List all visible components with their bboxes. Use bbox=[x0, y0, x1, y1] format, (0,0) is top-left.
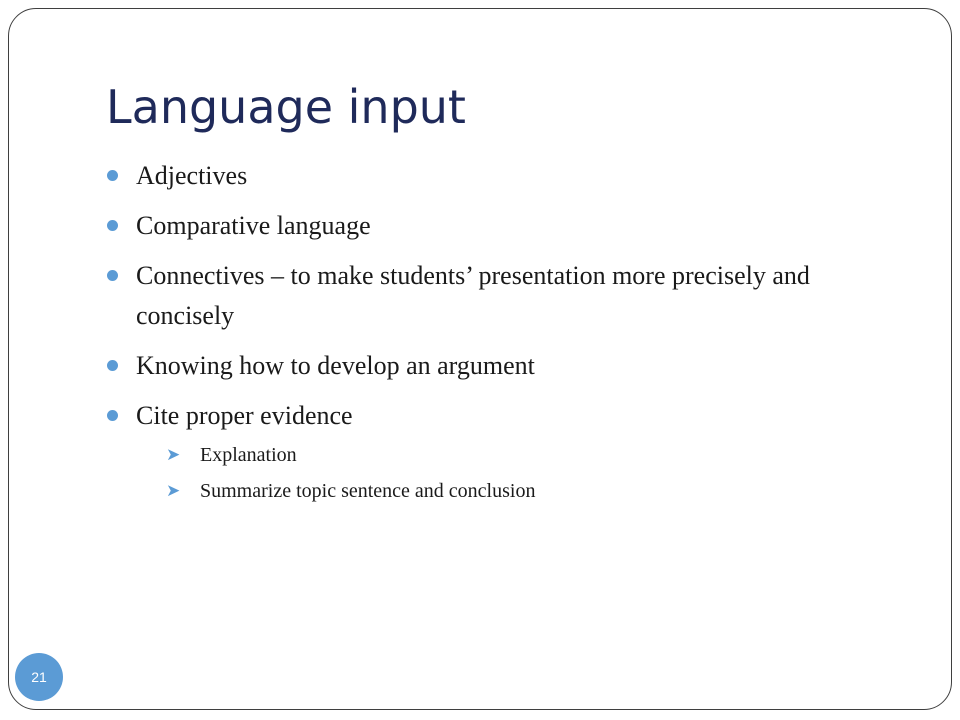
bullet-item bbox=[106, 256, 906, 336]
bullet-item bbox=[106, 206, 906, 246]
sub-bullet-text: Explanation bbox=[200, 444, 297, 466]
bullet-dot-icon bbox=[107, 220, 118, 231]
bullet-list bbox=[106, 156, 906, 516]
bullet-text: Comparative language bbox=[136, 211, 371, 240]
bullet-item bbox=[106, 396, 906, 506]
bullet-dot-icon bbox=[107, 360, 118, 371]
arrowhead-right-icon: ➤ bbox=[166, 445, 181, 465]
slide-title: Language input bbox=[106, 80, 466, 134]
bullet-text: Adjectives bbox=[136, 161, 248, 190]
bullet-text: Knowing how to develop an argument bbox=[136, 351, 535, 380]
slide-number-badge: 21 bbox=[15, 653, 63, 701]
bullet-text: Cite proper evidence bbox=[136, 401, 353, 430]
bullet-text: Connectives – to make students’ presentation more precisely and concisely bbox=[136, 261, 810, 330]
arrowhead-right-icon: ➤ bbox=[166, 481, 181, 501]
bullet-dot-icon bbox=[107, 270, 118, 281]
sub-bullet-list bbox=[136, 440, 906, 506]
bullet-dot-icon bbox=[107, 410, 118, 421]
bullet-item bbox=[106, 156, 906, 196]
bullet-dot-icon bbox=[107, 170, 118, 181]
sub-bullet-item bbox=[136, 476, 906, 506]
sub-bullet-text: Summarize topic sentence and conclusion bbox=[200, 480, 536, 502]
bullet-item bbox=[106, 346, 906, 386]
sub-bullet-item bbox=[136, 440, 906, 470]
